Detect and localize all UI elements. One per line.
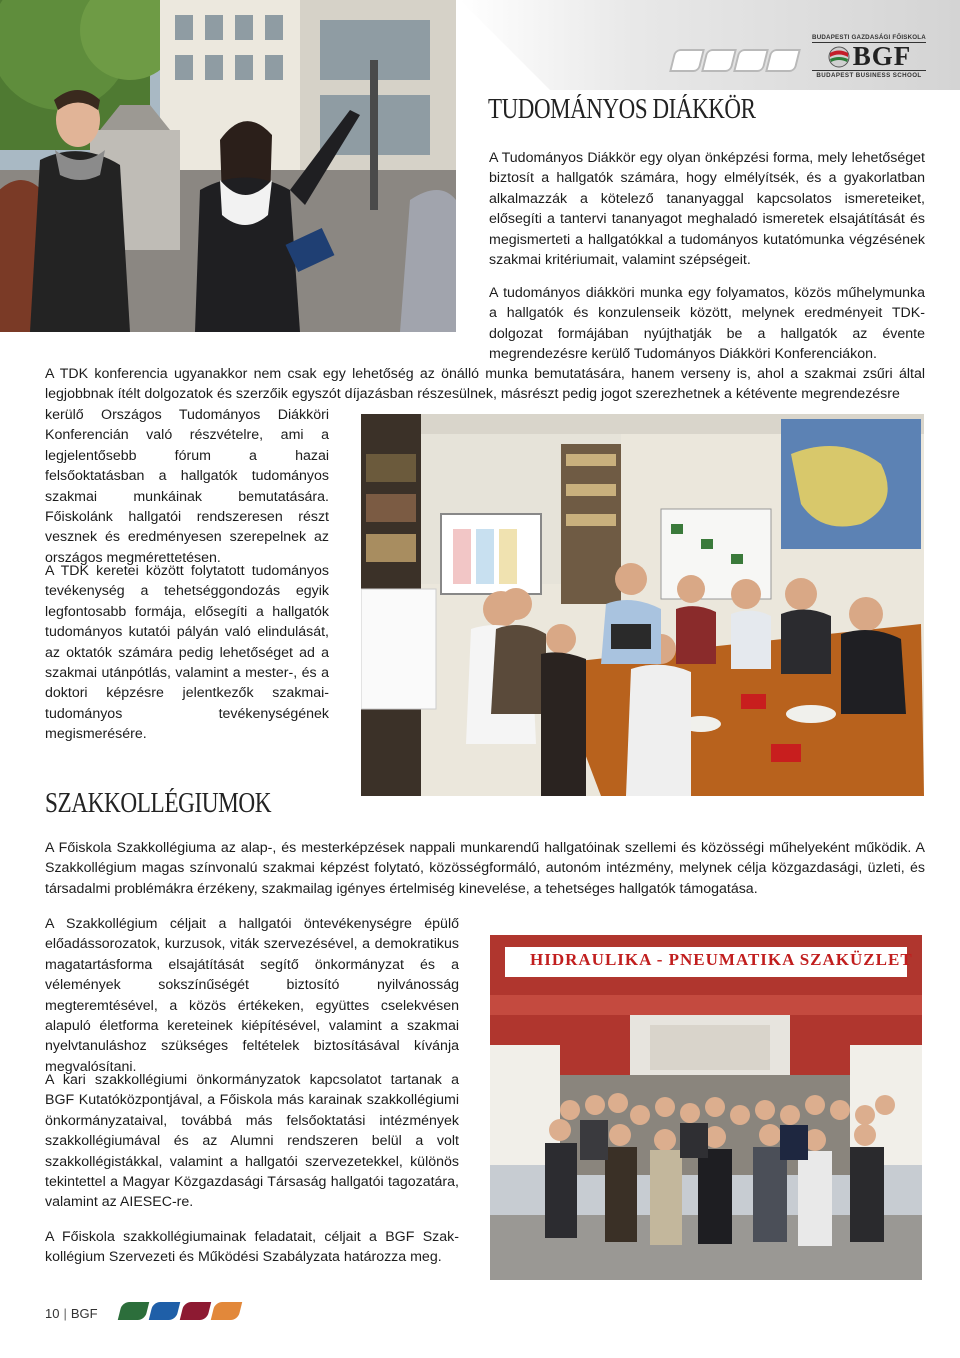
szakkollegium-intro-paragraph: A Főiskola Szakkollégiuma az alap-, és mesterképzések nappali munkarendű hallgatóinak szellemi és közösségi műhelyeként működik. A Szakkollégium magas színvonalú szakmai képzést folytató, közösségformáló, autonóm intézmény, melynek célja közgazdasági, üzleti, és társadalmi problémákra érzékeny, szakmailag igényes értelmiség kinevelése, a tehetséges hallgatók támogatása. (45, 840, 925, 897)
tdk-talent-paragraph: A TDK keretei között folytatott tudományos tevékenység a tehetséggondozás egyik legfontosabb formája, elősegíti a hallgatók tudományos kutatói pályán való elindulását, az oktatók számára pedig lehetőséget ad a szakmai utánpótlás, valamint a mester-, és a doktori képzésre jelentkezők szakmai-tudományos tevékenységének megismerésére. (45, 563, 329, 743)
color-tab-burgundy (180, 1302, 211, 1320)
logo-bottom-text: BUDAPEST BUSINESS SCHOOL (812, 70, 926, 79)
szakkollegium-rules-paragraph: A Főiskola szakkollégiumainak feladatait, céljait a BGF Szak- kollégium Szervezeti és Működési Szabályzata határozza meg. (45, 1229, 459, 1266)
footer-color-tabs (120, 1302, 240, 1320)
tdk-conference-paragraph-continued: kerülő Országos Tudományos Diákköri Konferencián való részvételre, ami a legjelentősebb fórum a hazai felsőoktatásban a hallgatók tudományos szakmai munkáinak bemutatására. Főiskolánk hallgatói rendszeresen részt vesznek és eredményesen szerepelnek az országos megmérettetésen. (45, 407, 329, 566)
logo-top-text: BUDAPESTI GAZDASÁGI FŐISKOLA (812, 34, 926, 41)
tdk-conference-paragraph: A TDK konferencia ugyanakkor nem csak egy lehetőség az önálló munka bemutatására, hanem verseny is, ahol a szakmai zsűri által legjobbnak ítélt dolgozatok és szerzőik egyszót díjazásban részesülnek, másrészt pedig jogot szerezhetnek a kétévente megrendezésre (45, 366, 925, 403)
page-footer: 10 | BGF (45, 1306, 98, 1321)
section-title-szakkollegiumok: SZAKKOLLÉGIUMOK (45, 788, 272, 819)
color-tab-orange (211, 1302, 242, 1320)
color-tab-green (118, 1302, 149, 1320)
photo-meeting-room (361, 414, 924, 796)
logo-letters: BGF (852, 41, 912, 71)
photo-students-outdoors (0, 0, 456, 332)
section-title-tdk: TUDOMÁNYOS DIÁKKÖR (488, 94, 756, 125)
color-tab-blue (149, 1302, 180, 1320)
page-number: 10 (45, 1306, 60, 1321)
footer-brand: BGF (70, 1306, 98, 1321)
szakkollegium-relations-paragraph: A kari szakkollégiumi önkormányzatok kapcsolatot tartanak a BGF Kutatóközpontjával, a Főiskola más karainak szakkollégiumi önkormányzataival, továbbá más felsőoktatási intézmények szakkollégiumával és az Alumni rendszeren belül a volt szakkollégistákkal, valamint a hallgatói szervezetekkel, különös tekintettel a Magyar Közgazdasági Társaság hallgatói tagozatára, valamint az AIESEC-re. (45, 1072, 459, 1211)
shop-sign: HIDRAULIKA - PNEUMATIKA SZAKÜZLET (530, 950, 913, 969)
tdk-workshop-paragraph: A tudományos diákköri munka egy folyamatos, közös műhelymunka a hallgatók és konzulenseik között, melynek eredményeit TDK-dolgozat formájában nyújthatják be a hallgatók az évente megrendezésre kerülő Tudományos Diákköri Konferenciákon. (489, 285, 925, 363)
photo-group-shop (490, 935, 922, 1280)
tdk-intro-paragraph: A Tudományos Diákkör egy olyan önképzési forma, mely lehetőséget biztosít a hallgatók számára, hogy elmélyítsék, és a gyakorlatban alkalmazzák a kötelező tananyaggal kapcsolatos ismereteiket, elősegíti a tantervi tananyagot meghaladó ismeretek elsajátítását és megismerteti a hallgatókkal a tudományos kutatómunka végzésének szakmai kritériumait, valamint szépségeit. (489, 150, 925, 269)
bgf-logo (812, 34, 926, 84)
szakkollegium-goals-paragraph: A Szakkollégium céljait a hallgatói öntevékenységre épülő előadássorozatok, kurzusok, viták szervezésével, a demokratikus magatartásforma elsajátítását segítő önkormányzat és a vélemények sokszínűségét biztosító nyilvánosság megteremtésével, a közös értékeken, együttes cselekvésen alapuló életforma kereteinek kiépítésével, valamint a szakmai nyelvtanuláshoz szükséges feltételek biztosításával kívánja megvalósítani. (45, 916, 459, 1075)
globe-icon (827, 46, 851, 68)
